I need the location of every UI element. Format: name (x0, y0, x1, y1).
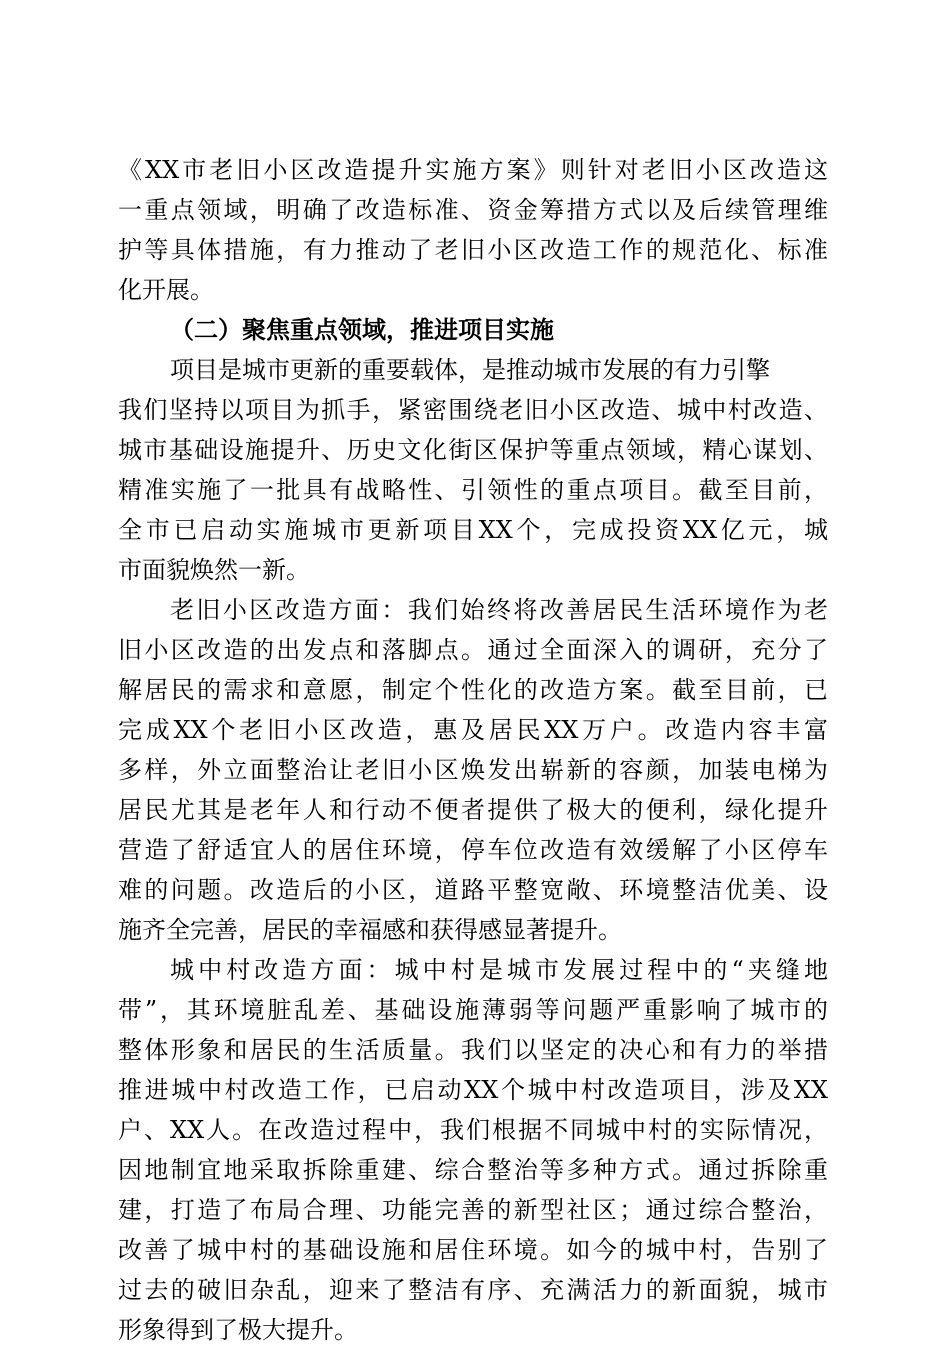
paragraph-line: 护等具体措施，有力推动了老旧小区改造工作的规范化、标准 (118, 236, 828, 264)
paragraph-line: 化开展。 (118, 276, 214, 304)
paragraph-line: 旧小区改造的出发点和落脚点。通过全面深入的调研，充分了 (118, 636, 828, 664)
paragraph-line: 全市已启动实施城市更新项目XX个，完成投资XX亿元，城 (118, 516, 828, 544)
paragraph-line: 推进城中村改造工作，已启动XX个城中村改造项目，涉及XX (118, 1076, 828, 1104)
paragraph-line: 整体形象和居民的生活质量。我们以坚定的决心和有力的举措 (118, 1036, 828, 1064)
paragraph-line: 老旧小区改造方面：我们始终将改善居民生活环境作为老 (170, 596, 828, 624)
paragraph-line: 居民尤其是老年人和行动不便者提供了极大的便利，绿化提升 (118, 796, 828, 824)
paragraph-line: 带”，其环境脏乱差、基础设施薄弱等问题严重影响了城市的 (118, 996, 828, 1024)
paragraph-line: 精准实施了一批具有战略性、引领性的重点项目。截至目前， (118, 476, 828, 504)
paragraph-line: 改善了城中村的基础设施和居住环境。如今的城中村，告别了 (118, 1236, 828, 1264)
paragraph-line: 过去的破旧杂乱，迎来了整洁有序、充满活力的新面貌，城市 (118, 1276, 828, 1304)
paragraph-line: 《XX市老旧小区改造提升实施方案》则针对老旧小区改造这 (118, 156, 828, 184)
paragraph-line: 城中村改造方面：城中村是城市发展过程中的“夹缝地 (170, 956, 828, 984)
paragraph-line: 完成XX个老旧小区改造，惠及居民XX万户。改造内容丰富 (118, 716, 828, 744)
paragraph-line: 因地制宜地采取拆除重建、综合整治等多种方式。通过拆除重 (118, 1156, 828, 1184)
paragraph-line: 形象得到了极大提升。 (118, 1316, 358, 1344)
document-body (118, 150, 828, 1350)
paragraph-line: 城市基础设施提升、历史文化街区保护等重点领域，精心谋划、 (118, 436, 828, 464)
paragraph-line: 解居民的需求和意愿，制定个性化的改造方案。截至目前，已 (118, 676, 828, 704)
paragraph-line: 一重点领域，明确了改造标准、资金筹措方式以及后续管理维 (118, 196, 828, 224)
paragraph-line: 多样，外立面整治让老旧小区焕发出崭新的容颜，加装电梯为 (118, 756, 828, 784)
paragraph-line: 我们坚持以项目为抓手，紧密围绕老旧小区改造、城中村改造、 (118, 396, 828, 424)
paragraph-line: 户、XX人。在改造过程中，我们根据不同城中村的实际情况， (118, 1116, 828, 1144)
paragraph-line: 建，打造了布局合理、功能完善的新型社区；通过综合整治， (118, 1196, 828, 1224)
paragraph-line: 项目是城市更新的重要载体，是推动城市发展的有力引擎 (170, 356, 770, 384)
paragraph-line: 营造了舒适宜人的居住环境，停车位改造有效缓解了小区停车 (118, 836, 828, 864)
paragraph-line: 难的问题。改造后的小区，道路平整宽敞、环境整洁优美、设 (118, 876, 828, 904)
paragraph-line: 市面貌焕然一新。 (118, 556, 310, 584)
section-heading: （二）聚焦重点领域，推进项目实施 (170, 315, 554, 344)
paragraph-line: 施齐全完善，居民的幸福感和获得感显著提升。 (118, 916, 622, 944)
